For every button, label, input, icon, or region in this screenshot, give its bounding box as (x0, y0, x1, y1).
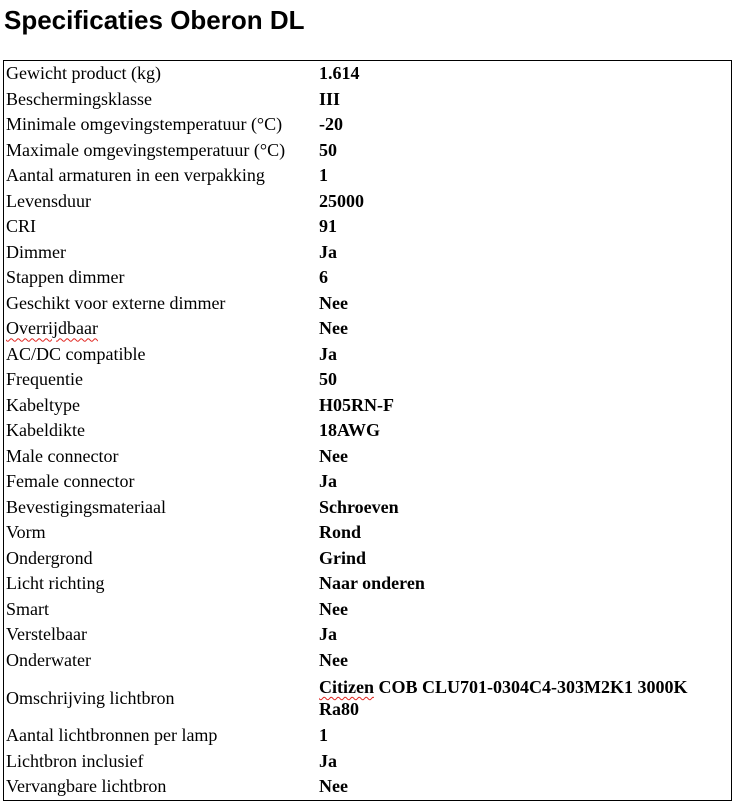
spec-label-acdc: AC/DC compatible (6, 343, 146, 364)
spellcheck-underlined-text: Overrijdbaar (6, 318, 98, 339)
spec-label-aantal-armaturen: Aantal armaturen in een verpakking (6, 165, 265, 186)
spec-label-overrijdbaar (4, 316, 318, 342)
spec-value-externe-dimmer: Nee (319, 292, 348, 313)
spec-value-vervangbare-lichtbron: Nee (319, 776, 348, 797)
spec-label-gewicht: Gewicht product (kg) (6, 63, 161, 84)
table-row (4, 418, 732, 444)
spec-value-kabeltype: H05RN-F (319, 394, 394, 415)
spec-value-max-temperatuur: 50 (319, 139, 337, 160)
table-row (4, 163, 732, 189)
table-row (4, 138, 732, 164)
spec-value-kabeldikte: 18AWG (319, 420, 381, 441)
table-row (4, 112, 732, 138)
spec-label-onderwater: Onderwater (6, 649, 91, 670)
table-row (4, 597, 732, 623)
spec-label-levensduur: Levensduur (6, 190, 91, 211)
table-row (4, 367, 732, 393)
spec-label-cri: CRI (6, 216, 37, 237)
spec-value-acdc: Ja (319, 343, 337, 364)
table-row (4, 342, 732, 368)
table-row (4, 214, 732, 240)
table-row (4, 61, 732, 87)
spec-value-gewicht: 1.614 (319, 63, 360, 84)
table-row (4, 622, 732, 648)
spec-value-vorm: Rond (319, 522, 362, 543)
spec-label-lichtbron-inclusief: Lichtbron inclusief (6, 750, 144, 771)
spec-value-verstelbaar: Ja (319, 624, 337, 645)
spec-value-bevestigingsmateriaal: Schroeven (319, 496, 399, 517)
spec-value-male-connector: Nee (319, 445, 348, 466)
table-row (4, 291, 732, 317)
spec-value-onderwater: Nee (319, 649, 348, 670)
spec-label-externe-dimmer: Geschikt voor externe dimmer (6, 292, 226, 313)
table-row (4, 316, 732, 342)
spec-value-female-connector: Ja (319, 471, 337, 492)
spec-value-smart: Nee (319, 598, 348, 619)
table-row (4, 723, 732, 749)
spec-value-ondergrond: Grind (319, 547, 367, 568)
spec-value-dimmer: Ja (319, 241, 337, 262)
spec-value-aantal-armaturen: 1 (319, 165, 328, 186)
spec-value-overrijdbaar: Nee (319, 318, 348, 339)
spec-value-frequentie: 50 (319, 369, 337, 390)
table-row (4, 520, 732, 546)
table-row (4, 546, 732, 572)
spec-value-lichtbron-inclusief: Ja (319, 750, 337, 771)
spec-label-frequentie: Frequentie (6, 369, 83, 390)
table-row (4, 265, 732, 291)
spec-value-levensduur: 25000 (319, 190, 364, 211)
table-row (4, 673, 732, 723)
table-row (4, 571, 732, 597)
spec-value-omschrijving-lichtbron (317, 673, 732, 723)
spec-value-aantal-lichtbronnen: 1 (319, 725, 328, 746)
table-row (4, 444, 732, 470)
spec-label-kabeldikte: Kabeldikte (6, 420, 85, 441)
table-row (4, 469, 732, 495)
specifications-table (3, 60, 732, 801)
spec-label-stappen-dimmer: Stappen dimmer (6, 267, 125, 288)
spec-label-vorm: Vorm (6, 522, 46, 543)
table-row (4, 393, 732, 419)
spec-label-smart: Smart (6, 598, 49, 619)
table-row (4, 774, 732, 800)
table-row (4, 749, 732, 775)
spec-label-ondergrond: Ondergrond (6, 547, 93, 568)
spec-label-beschermingsklasse: Beschermingsklasse (6, 88, 152, 109)
spec-label-kabeltype: Kabeltype (6, 394, 80, 415)
spec-label-bevestigingsmateriaal: Bevestigingsmateriaal (6, 496, 166, 517)
table-row (4, 189, 732, 215)
spec-label-female-connector: Female connector (6, 471, 135, 492)
spec-value-licht-richting: Naar onderen (319, 573, 425, 594)
table-row (4, 495, 732, 521)
spec-label-omschrijving-lichtbron: Omschrijving lichtbron (6, 687, 175, 708)
spec-label-male-connector: Male connector (6, 445, 119, 466)
spec-value-stappen-dimmer: 6 (319, 267, 328, 288)
lichtbron-description: COB CLU701-0304C4-303M2K1 3000K Ra80 (319, 677, 688, 719)
spec-value-cri: 91 (319, 216, 337, 237)
page-title: Specificaties Oberon DL (4, 5, 305, 35)
spec-value-min-temperatuur: -20 (319, 114, 343, 135)
spec-label-verstelbaar: Verstelbaar (6, 624, 87, 645)
spec-label-licht-richting: Licht richting (6, 573, 105, 594)
table-row (4, 648, 732, 674)
spec-label-aantal-lichtbronnen: Aantal lichtbronnen per lamp (6, 725, 218, 746)
spec-label-dimmer: Dimmer (6, 241, 66, 262)
spec-label-vervangbare-lichtbron: Vervangbare lichtbron (6, 776, 167, 797)
spellcheck-underlined-text: Citizen (319, 677, 374, 697)
table-row (4, 240, 732, 266)
spec-label-max-temperatuur: Maximale omgevingstemperatuur (°C) (6, 139, 286, 160)
spec-label-min-temperatuur: Minimale omgevingstemperatuur (°C) (6, 114, 283, 135)
spec-value-beschermingsklasse: III (319, 88, 341, 109)
table-row (4, 87, 732, 113)
